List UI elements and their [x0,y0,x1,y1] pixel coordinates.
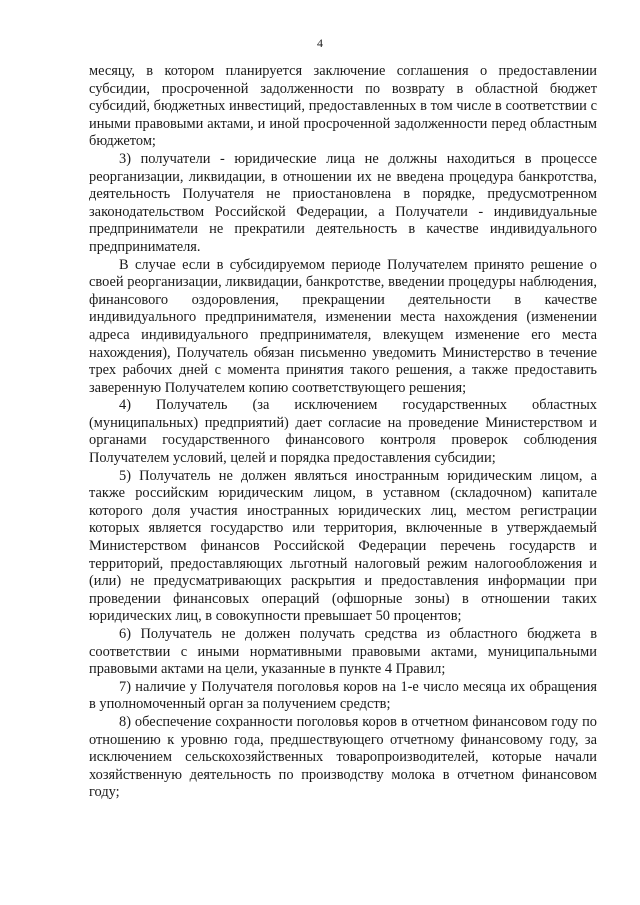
paragraph-item-5: 5) Получатель не должен являться иностранным юридическим лицом, а также российским юридическим лицом, в уставном (складочном) капитале которого доля участия иностранных юридических лиц, местом регистрации которых является государство или территория, включенные в утверждаемый Министерством финансов Российской Федерации перечень государств и территорий, предоставляющих льготный налоговый режим налогообложения и (или) не предусматривающих раскрытия и предоставления информации при проведении финансовых операций (офшорные зоны) в отношении таких юридических лиц, в совокупности превышает 50 процентов; [89,467,597,625]
paragraph-item-4: 4) Получатель (за исключением государственных областных (муниципальных) предприятий) дает согласие на проведение Министерством и органами государственного финансового контроля проверок соблюдения Получателем условий, целей и порядка предоставления субсидии; [89,397,597,467]
paragraph-item-7: 7) наличие у Получателя поголовья коров на 1-е число месяца их обращения в уполномоченный орган за получением средств; [89,678,597,713]
paragraph-item-6: 6) Получатель не должен получать средства из областного бюджета в соответствии с иными нормативными правовыми актами, муниципальными правовыми актами на цели, указанные в пункте 4 Правил; [89,626,597,678]
paragraph-item-8: 8) обеспечение сохранности поголовья коров в отчетном финансовом году по отношению к уровню года, предшествующего отчетному финансовому году, за исключением сельскохозяйственных товаропроизводителей, которые начали хозяйственную деятельность по производству молока в отчетном финансовом году; [89,713,597,801]
paragraph-continuation: месяцу, в котором планируется заключение соглашения о предоставлении субсидии, просроченной задолженности по возврату в областной бюджет субсидий, бюджетных инвестиций, предоставленных в том числе в соответствии с иными правовыми актами, и иной просроченной задолженности перед областным бюджетом; [89,63,597,150]
page-number: 4 [317,36,323,50]
paragraph-item-3: 3) получатели - юридические лица не должны находиться в процессе реорганизации, ликвидации, в отношении их не введена процедура банкротства, деятельность Получателя не приостановлена в порядке, предусмотренном законодательством Российской Федерации, а Получатели - индивидуальные предприниматели не прекратили деятельность в качестве индивидуального предпринимателя. [89,150,597,255]
paragraph-reorganization-notice: В случае если в субсидируемом периоде Получателем принято решение о своей реорганизации, ликвидации, банкротстве, введении процедуры наблюдения, финансового оздоровления, прекращении деятельности в качестве индивидуального предпринимателя, изменении места нахождения (изменении адреса индивидуального предпринимателя, влекущем изменение его места нахождения), Получатель обязан письменно уведомить Министерство в течение трех рабочих дней с момента принятия такого решения, а также предоставить заверенную Получателем копию соответствующего решения; [89,256,597,396]
document-body [89,63,597,802]
